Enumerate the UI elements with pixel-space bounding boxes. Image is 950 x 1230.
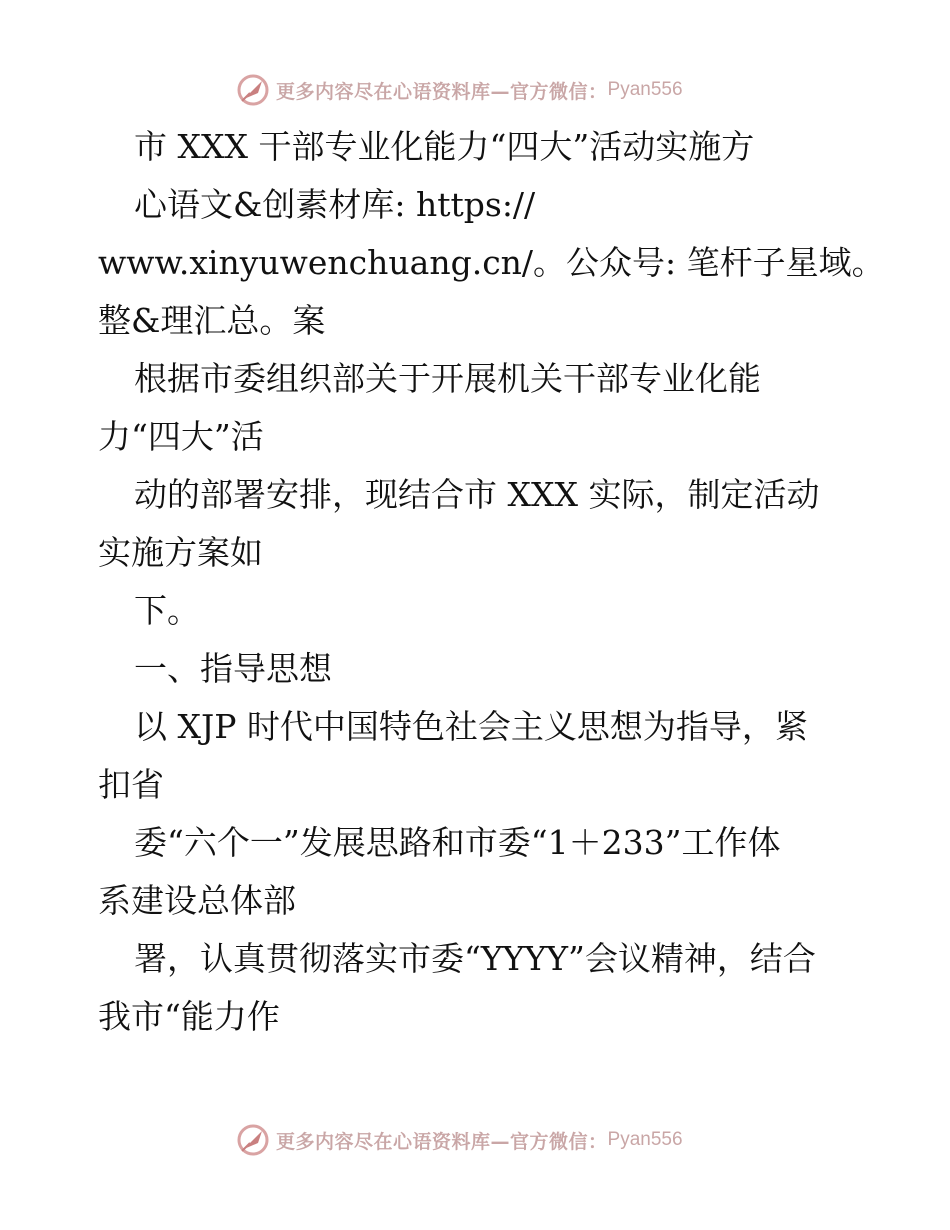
section-heading: 一、指导思想 bbox=[134, 649, 332, 688]
quill-logo-icon bbox=[236, 1123, 270, 1157]
text-line: 委“六个一”发展思路和市委“1＋233”工作体 bbox=[134, 823, 781, 862]
text-line: 系建设总体部 bbox=[98, 881, 296, 920]
footer-watermark-banner bbox=[236, 1122, 716, 1158]
banner-wechat-handle: Pyan556 bbox=[607, 79, 683, 100]
text-line: 市 XXX 干部专业化能力“四大”活动实施方 bbox=[134, 127, 755, 166]
banner-text: 更多内容尽在心语资料库—官方微信： bbox=[276, 80, 608, 103]
banner-text: 更多内容尽在心语资料库—官方微信： bbox=[276, 1130, 608, 1153]
text-line: 以 XJP 时代中国特色社会主义思想为指导，紧 bbox=[134, 707, 808, 746]
text-line: www.xinyuwenchuang.cn/。公众号: 笔杆子星域。 bbox=[98, 243, 885, 282]
text-line: 力“四大”活 bbox=[98, 417, 264, 456]
text-line: 下。 bbox=[134, 591, 200, 630]
banner-wechat-handle: Pyan556 bbox=[607, 1129, 683, 1150]
document-body bbox=[98, 118, 885, 1046]
quill-logo-icon bbox=[236, 73, 270, 107]
text-line: 实施方案如 bbox=[98, 533, 263, 572]
text-line: 我市“能力作 bbox=[98, 997, 280, 1036]
text-line: 扣省 bbox=[98, 765, 164, 804]
text-line: 动的部署安排，现结合市 XXX 实际，制定活动 bbox=[134, 475, 820, 514]
text-line: 根据市委组织部关于开展机关干部专业化能 bbox=[134, 359, 761, 398]
text-line: 署，认真贯彻落实市委“YYYY”会议精神，结合 bbox=[134, 939, 816, 978]
text-line: 心语文&创素材库: https:// bbox=[134, 185, 536, 224]
text-line: 整&理汇总。案 bbox=[98, 301, 326, 340]
header-watermark-banner bbox=[236, 72, 716, 108]
